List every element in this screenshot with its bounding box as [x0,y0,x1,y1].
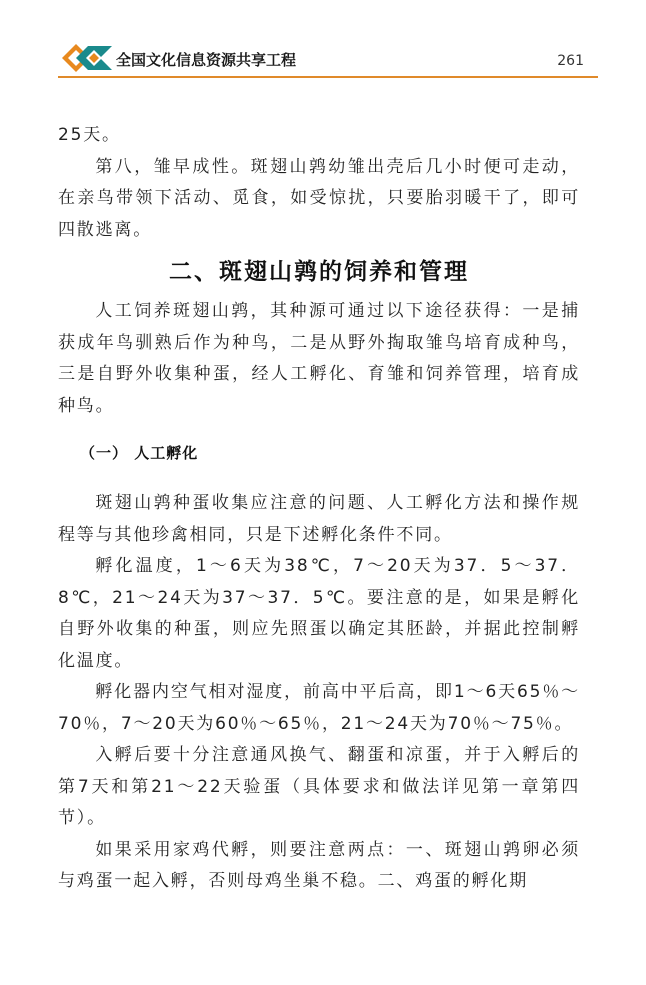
subsection-title: （一） 人工孵化 [80,444,199,462]
header-title: 全国文化信息资源共享工程 [116,51,297,69]
paragraph-temperature: 孵化温度，1～6天为38℃，7～20天为37．5～37．8℃，21～24天为37～37．5℃。要注意的是，如果是孵化自野外收集的种蛋，则应先照蛋以确定其胚龄，并据此控制孵化温度。 [58,556,580,671]
paragraph-humidity: 孵化器内空气相对湿度，前高中平后高，即1～6天65％～70％，7～20天为60％～65％，21～24天为70％～75％。 [58,682,580,734]
page-content [58,120,580,898]
section-title: 二、斑翅山鹑的饲养和管理 [169,258,469,285]
paragraph-ventilation: 入孵后要十分注意通风换气、翻蛋和凉蛋，并于入孵后的第7天和第21～22天验蛋（具体要求和做法详见第一章第四节）。 [58,745,580,828]
paragraph-continuation: 25天。 [58,125,121,145]
page-number: 261 [557,53,584,69]
paragraph-eighth-trait: 第八，雏早成性。斑翅山鹑幼雏出壳后几小时便可走动，在亲鸟带领下活动、觅食，如受惊扰，只要胎羽暖干了，即可四散逃离。 [58,156,580,240]
diamond-logo-icon [58,40,116,76]
header-divider [58,76,598,78]
paragraph-chicken-incubation: 如果采用家鸡代孵，则要注意两点：一、斑翅山鹑卵必须与鸡蛋一起入孵，否则母鸡坐巢不稳。二、鸡蛋的孵化期 [58,839,580,891]
page-header [58,40,598,76]
paragraph-incubation: 斑翅山鹑种蛋收集应注意的问题、人工孵化方法和操作规程等与其他珍禽相同，只是下述孵化条件不同。 [58,493,580,545]
paragraph-breeding-source: 人工饲养斑翅山鹑，其种源可通过以下途径获得：一是捕获成年鸟驯熟后作为种鸟，二是从野外掏取雏鸟培育成种鸟，三是自野外收集种蛋，经人工孵化、育雏和饲养管理，培育成种鸟。 [58,301,580,416]
